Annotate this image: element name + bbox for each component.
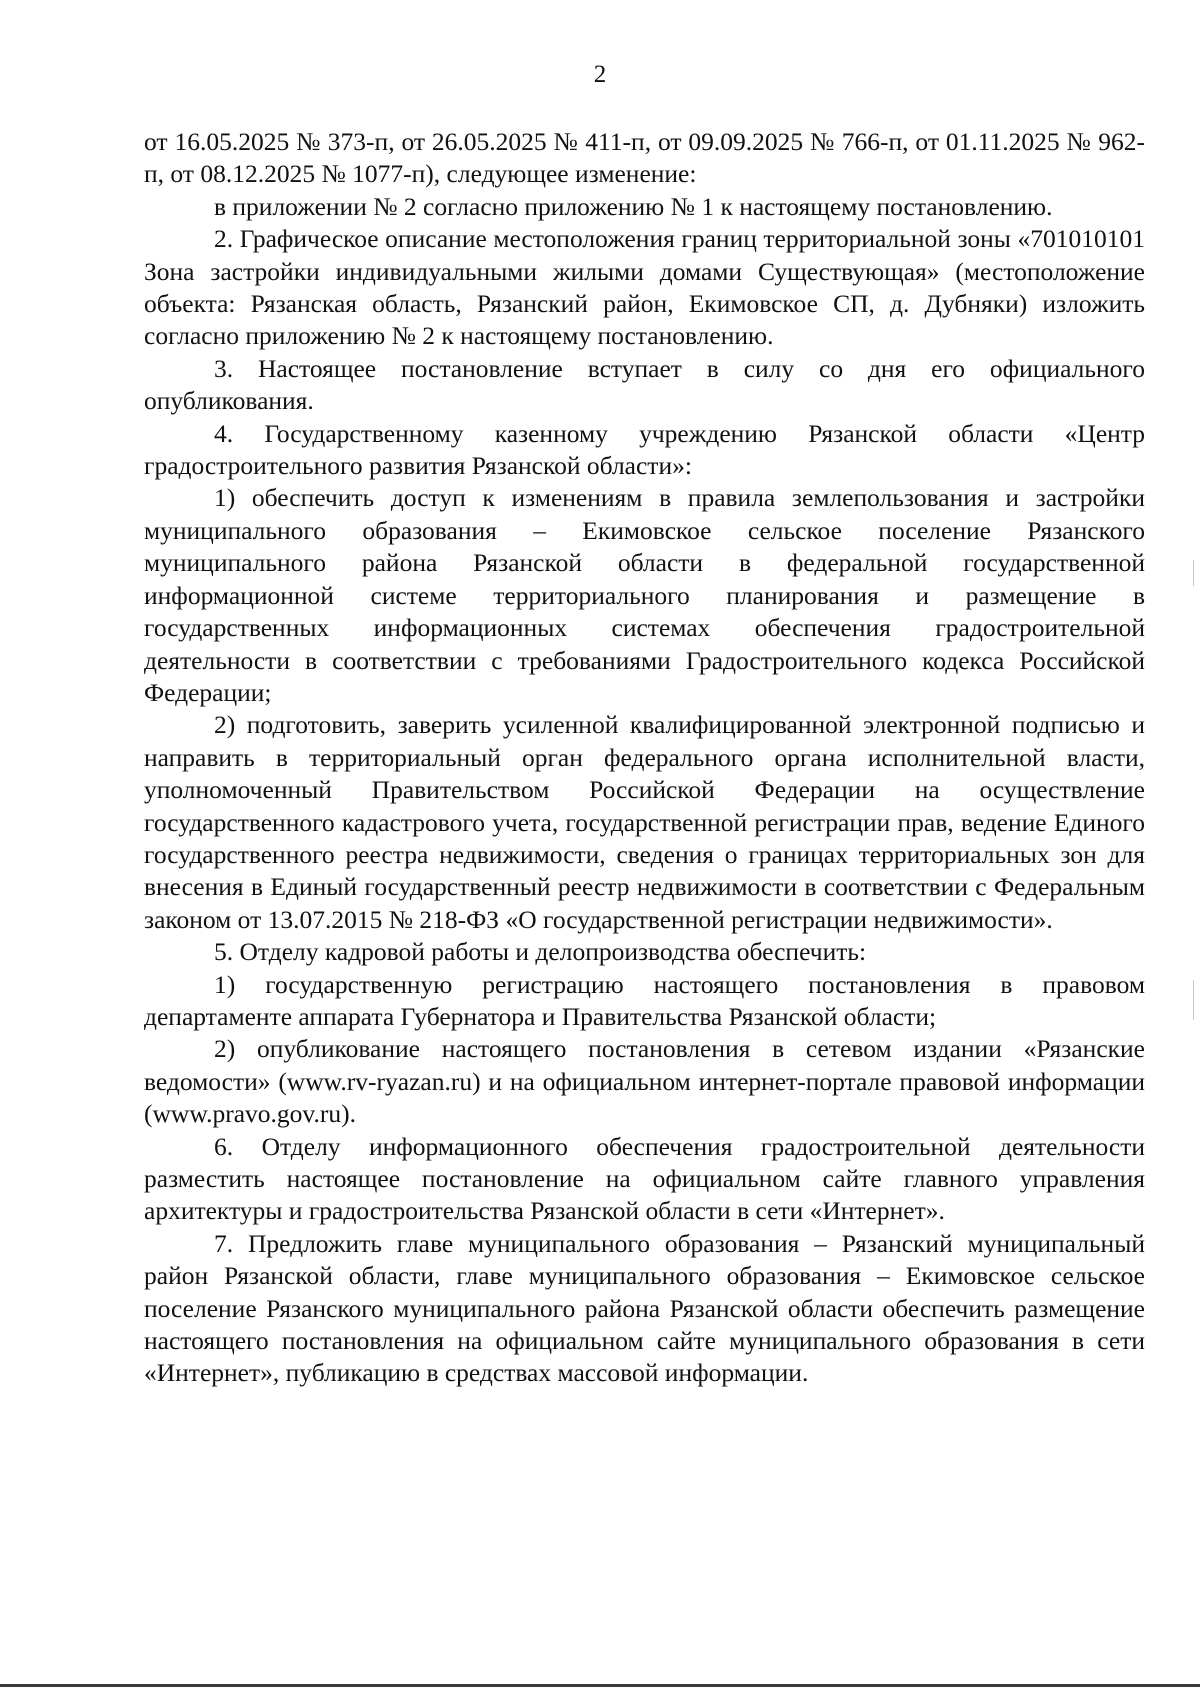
- paragraph-item-7: 7. Предложить главе муниципального образования – Рязанский муниципальный район Рязанской области, главе муниципального образования – Екимовское сельское поселение Рязанского муниципального района Рязанской области обеспечить размещение настоящего постановления на официальном сайте муниципального образования в сети «Интернет», публикацию в средствах массовой информации.: [144, 1228, 1145, 1388]
- paragraph-item-4-2: 2) подготовить, заверить усиленной квалифицированной электронной подписью и направить в территориальный орган федерального органа исполнительной власти, уполномоченный Правительством Российской Федерации на осуществление государственного кадастрового учета, государственной регистрации прав, ведение Единого государственного реестра недвижимости, сведения о границах территориальных зон для внесения в Единый государственный реестр недвижимости в соответствии с Федеральным законом от 13.07.2015 № 218-ФЗ «О государственной регистрации недвижимости».: [144, 710, 1145, 934]
- paragraph-item-5: 5. Отделу кадровой работы и делопроизводства обеспечить:: [214, 937, 867, 967]
- paragraph-item-2: 2. Графическое описание местоположения границ территориальной зоны «701010101 Зона застройки индивидуальными жилыми домами Существующая» (местоположение объекта: Рязанская область, Рязанский район, Екимовское СП, д. Дубняки) изложить согласно приложению № 2 к настоящему постановлению.: [144, 224, 1145, 351]
- paragraph-amendment-detail: в приложении № 2 согласно приложению № 1 к настоящему постановлению.: [214, 191, 1053, 221]
- document-body: [144, 126, 1145, 1390]
- scan-bottom-edge: [0, 1684, 1200, 1687]
- paragraph-continuation: от 16.05.2025 № 373-п, от 26.05.2025 № 411-п, от 09.09.2025 № 766-п, от 01.11.2025 № 962-п, от 08.12.2025 № 1077-п), следующее изменение:: [144, 127, 1145, 189]
- scan-artifact: [1193, 980, 1194, 1020]
- paragraph-item-3: 3. Настоящее постановление вступает в силу со дня его официального опубликования.: [144, 353, 1145, 416]
- paragraph-item-5-2: 2) опубликование настоящего постановления в сетевом издании «Рязанские ведомости» (www.rv-ryazan.ru) и на официальном интернет-портале правовой информации (www.pravo.gov.ru).: [144, 1034, 1145, 1129]
- paragraph-item-4: 4. Государственному казенному учреждению Рязанской области «Центр градостроительного развития Рязанской области»:: [144, 418, 1145, 481]
- paragraph-item-6: 6. Отделу информационного обеспечения градостроительной деятельности разместить настоящее постановление на официальном сайте главного управления архитектуры и градостроительства Рязанской области в сети «Интернет».: [144, 1131, 1145, 1226]
- paragraph-item-4-1: 1) обеспечить доступ к изменениям в правила землепользования и застройки муниципального образования – Екимовское сельское поселение Рязанского муниципального района Рязанской области в федеральной государственной информационной системе территориального планирования и размещение в государственных информационных системах обеспечения градостроительной деятельности в соответствии с требованиями Градостроительного кодекса Российской Федерации;: [144, 483, 1145, 707]
- scan-artifact: [1193, 560, 1194, 586]
- paragraph-item-5-1: 1) государственную регистрацию настоящего постановления в правовом департаменте аппарата Губернатора и Правительства Рязанской области;: [144, 969, 1145, 1031]
- page-number: 2: [593, 61, 607, 88]
